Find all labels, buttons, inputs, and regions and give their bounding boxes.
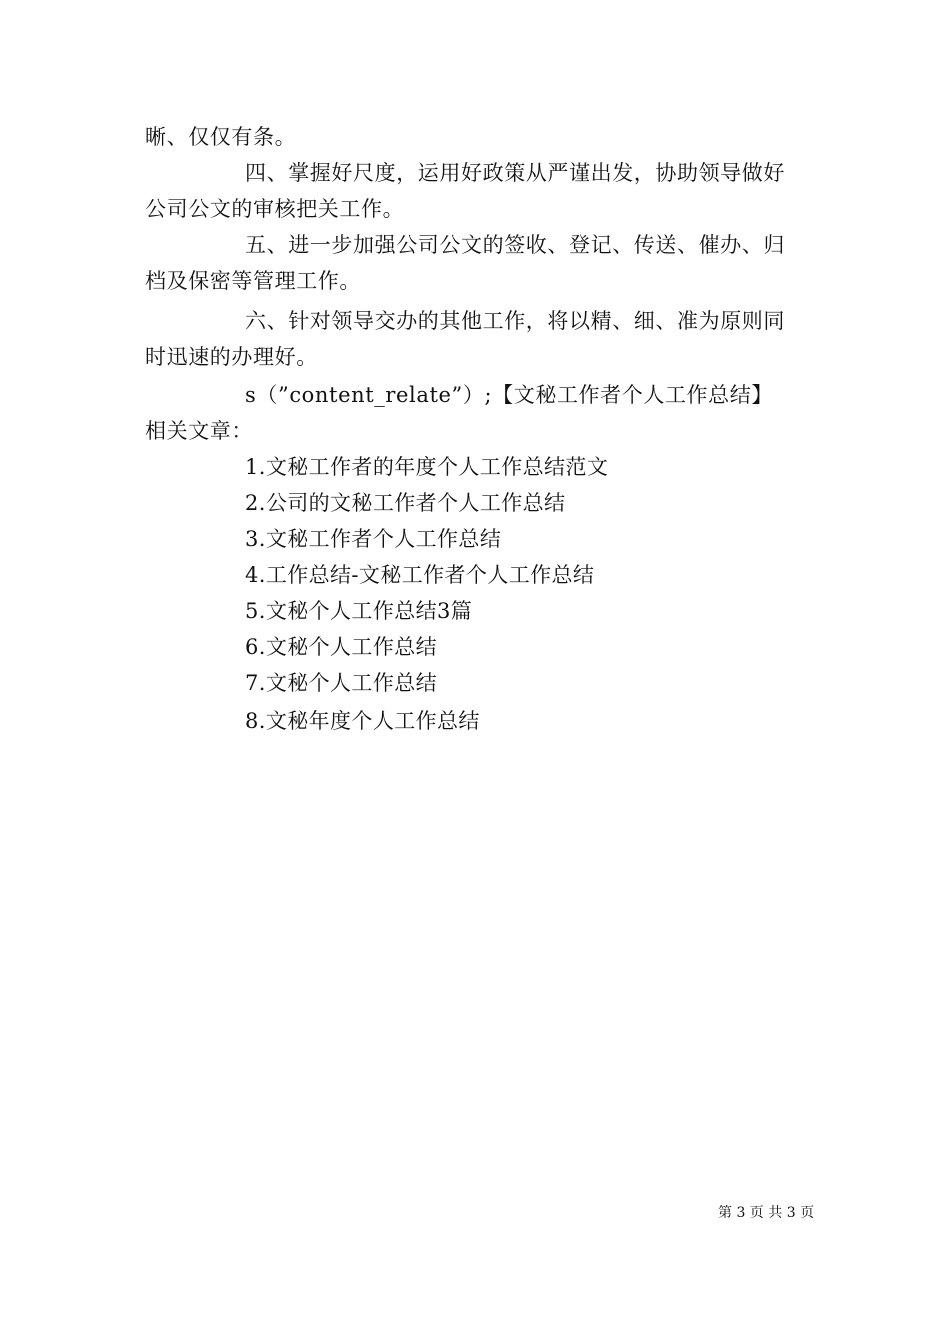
related-article-link-3[interactable]: 3.文秘工作者个人工作总结 xyxy=(245,527,502,551)
paragraph-line-2: 四、掌握好尺度，运用好政策从严谨出发，协助领导做好 xyxy=(245,161,785,185)
paragraph-line-1: 晰、仅仅有条。 xyxy=(145,125,297,149)
paragraph-line-5: 档及保密等管理工作。 xyxy=(145,269,361,293)
related-article-link-1[interactable]: 1.文秘工作者的年度个人工作总结范文 xyxy=(245,455,609,479)
paragraph-line-4: 五、进一步加强公司公文的签收、登记、传送、催办、归 xyxy=(245,233,785,257)
paragraph-line-3: 公司公文的审核把关工作。 xyxy=(145,197,405,221)
related-article-link-4[interactable]: 4.工作总结-文秘工作者个人工作总结 xyxy=(245,563,595,587)
paragraph-line-7: 时迅速的办理好。 xyxy=(145,345,318,369)
related-article-link-6[interactable]: 6.文秘个人工作总结 xyxy=(245,635,438,659)
related-articles-heading: 相关文章： xyxy=(145,419,253,443)
paragraph-line-8: s（”content_relate”）;【文秘工作者个人工作总结】 xyxy=(245,383,773,407)
paragraph-line-6: 六、针对领导交办的其他工作，将以精、细、准为原则同 xyxy=(245,309,785,333)
related-article-link-8[interactable]: 8.文秘年度个人工作总结 xyxy=(245,709,480,733)
related-article-link-2[interactable]: 2.公司的文秘工作者个人工作总结 xyxy=(245,491,566,515)
page-number-footer: 第 3 页 共 3 页 xyxy=(718,1205,815,1221)
related-article-link-5[interactable]: 5.文秘个人工作总结3篇 xyxy=(245,599,473,623)
related-article-link-7[interactable]: 7.文秘个人工作总结 xyxy=(245,671,438,695)
